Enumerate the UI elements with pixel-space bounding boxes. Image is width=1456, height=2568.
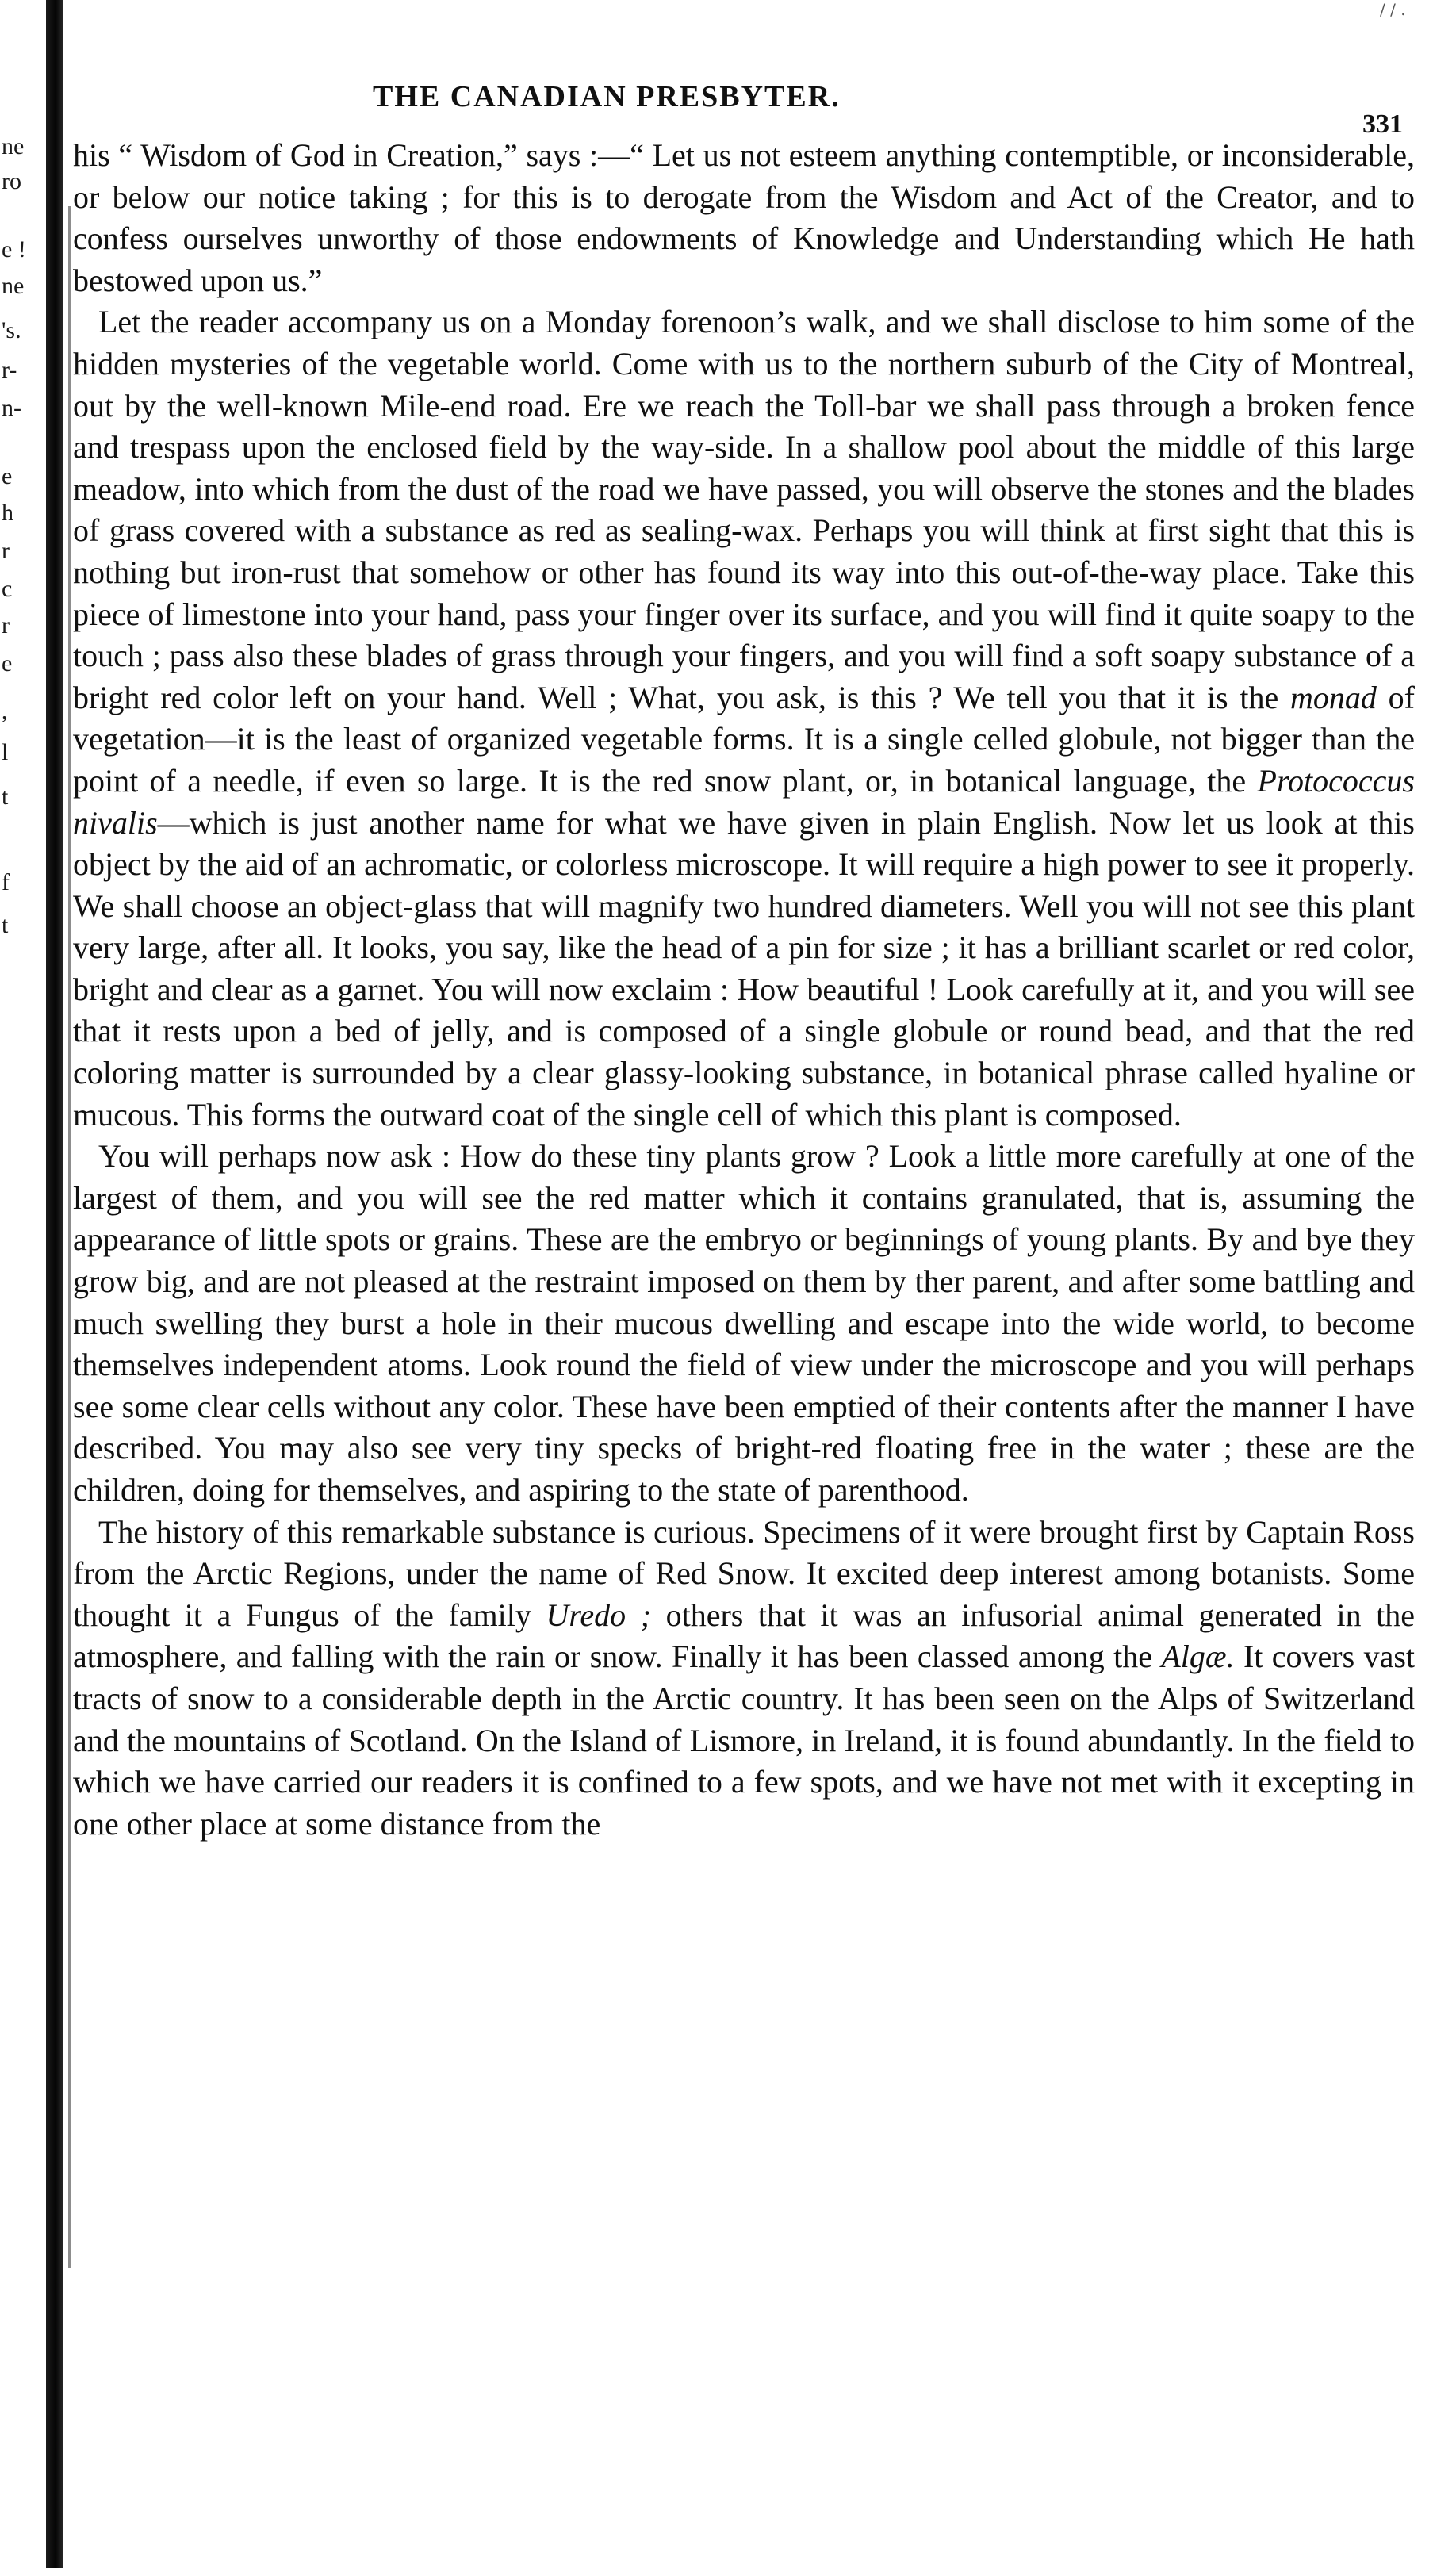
paragraph-text: of vegetation—it is the least of organized vegetable forms. It is a single celled globule, not bigger than the point of a needle, if even so large. It is the red snow plant, or, in botanical language, the xyxy=(73,679,1416,799)
article-body xyxy=(73,135,1415,1845)
gutter-fragment: l xyxy=(2,739,9,765)
paragraph xyxy=(73,301,1415,1136)
gutter-fragment: t xyxy=(2,784,9,810)
paragraph xyxy=(73,1512,1415,1846)
gutter-fragment: 's. xyxy=(2,317,21,343)
page-binding-edge xyxy=(68,206,71,2268)
gutter-fragment: t xyxy=(2,912,9,938)
gutter-fragment: n- xyxy=(2,395,21,421)
paragraph-text: —which is just another name for what we have given in plain English. Now let us look at this object by the aid of an achromatic, or colorless microscope. It will require a high power to see it properly. We shall choose an object-glass that will magnify two hundred diameters. Well you will not see this plant very large, after all. It looks, you say, like the head of a pin for size ; it has a brilliant scarlet or red color, bright and clear as a garnet. You will now exclaim : How beautiful ! Look carefully at it, and you will see that it rests upon a bed of jelly, and is composed of a single globule or round bead, and that the red coloring matter is surrounded by a clear glassy-looking substance, in botanical phrase called hyaline or mucous. This forms the outward coat of the single cell of which this plant is composed. xyxy=(73,804,1415,1133)
italic-term: Protococcus nivalis xyxy=(73,762,1415,841)
gutter-fragment: c xyxy=(2,576,13,602)
italic-term: monad xyxy=(1290,679,1377,715)
page-binding-shadow xyxy=(46,0,63,2568)
gutter-fragment: h xyxy=(2,500,13,526)
facing-page-fragment xyxy=(0,135,44,1007)
gutter-fragment: ne xyxy=(2,133,25,159)
italic-term: Algæ. xyxy=(1161,1639,1235,1675)
gutter-fragment: , xyxy=(2,698,8,724)
gutter-fragment: r- xyxy=(2,357,17,383)
gutter-fragment: r xyxy=(2,612,10,638)
paragraph-text: The history of this remarkable substance is curious. Specimens of it were brought first by Captain Ross from the Arctic Regions, under the name of Red Snow. It excited deep interest among botanists. Some thought it a Fungus of the family xyxy=(73,1513,1415,1633)
gutter-fragment: ne xyxy=(2,273,25,299)
gutter-fragment: e ! xyxy=(2,236,26,263)
gutter-fragment: f xyxy=(2,869,10,895)
paragraph-text: Let the reader accompany us on a Monday forenoon’s walk, and we shall disclose to him some of the hidden mysteries of the vegetable world. Come with us to the northern suburb of the City of Montreal, out by the well-known Mile-end road. Ere we reach the Toll-bar we shall pass through a broken fence and trespass upon the enclosed field by the way-side. In a shallow pool about the middle of this large meadow, into which from the dust of the road we have passed, you will observe the stones and the blades of grass covered with a substance as red as sealing-wax. Perhaps you will think at first sight that this is nothing but iron-rust that somehow or other has found its way into this out-of-the-way place. Take this piece of limestone into your hand, pass your finger over its surface, and you will find it quite soapy to the touch ; pass also these blades of grass through your fingers, and you will find a soft soapy substance of a bright red color left on your hand. Well ; What, you ask, is this ? We tell you that it is the xyxy=(73,304,1415,715)
paragraph-text: It covers vast tracts of snow to a considerable depth in the Arctic country. It has been seen on the Alps of Switzerland and the mountains of Scotland. On the Island of Lismore, in Ireland, it is found abundantly. In the field to which we have carried our readers it is confined to a few spots, and we have not met with it excepting in one other place at some distance from the xyxy=(73,1639,1416,1842)
paragraph-text: his “ Wisdom of God in Creation,” says :—“ Let us not esteem anything contemptible, or inconsiderable, or below our notice taking ; for this is to derogate from the Wisdom and Act of the Creator, and to confess ourselves unworthy of those endowments of Knowledge and Understanding which He hath bestowed upon us.” xyxy=(73,137,1415,298)
gutter-fragment: e xyxy=(2,650,13,676)
paragraph-text: others that it was an infusorial animal generated in the atmosphere, and falling with the rain or snow. Finally it has been classed among the xyxy=(73,1596,1416,1675)
gutter-fragment: ro xyxy=(2,168,21,194)
paragraph xyxy=(73,1136,1415,1511)
corner-mark: / / . xyxy=(1380,0,1406,19)
italic-term: Uredo ; xyxy=(546,1596,652,1633)
paragraph-text: You will perhaps now ask : How do these tiny plants grow ? Look a little more carefully at one of the largest of them, and you will see the red matter which it contains granulated, that is, assuming the appearance of little spots or grains. These are the embryo or beginnings of young plants. By and bye they grow big, and are not pleased at the restraint imposed on them by ther parent, and after some battling and much swelling they burst a hole in their mucous dwelling and escape into the wide world, to become themselves independent atoms. Look round the field of view under the microscope and you will perhaps see some clear cells without any color. These have been emptied of their contents after the manner I have described. You may also see very tiny specks of bright-red floating free in the water ; these are the children, doing for themselves, and aspiring to the state of parenthood. xyxy=(73,1138,1415,1508)
paragraph xyxy=(73,135,1415,301)
page-number: 331 xyxy=(1362,109,1403,139)
running-header: THE CANADIAN PRESBYTER. xyxy=(373,80,841,113)
gutter-fragment: r xyxy=(2,538,10,564)
gutter-fragment: e xyxy=(2,463,13,489)
